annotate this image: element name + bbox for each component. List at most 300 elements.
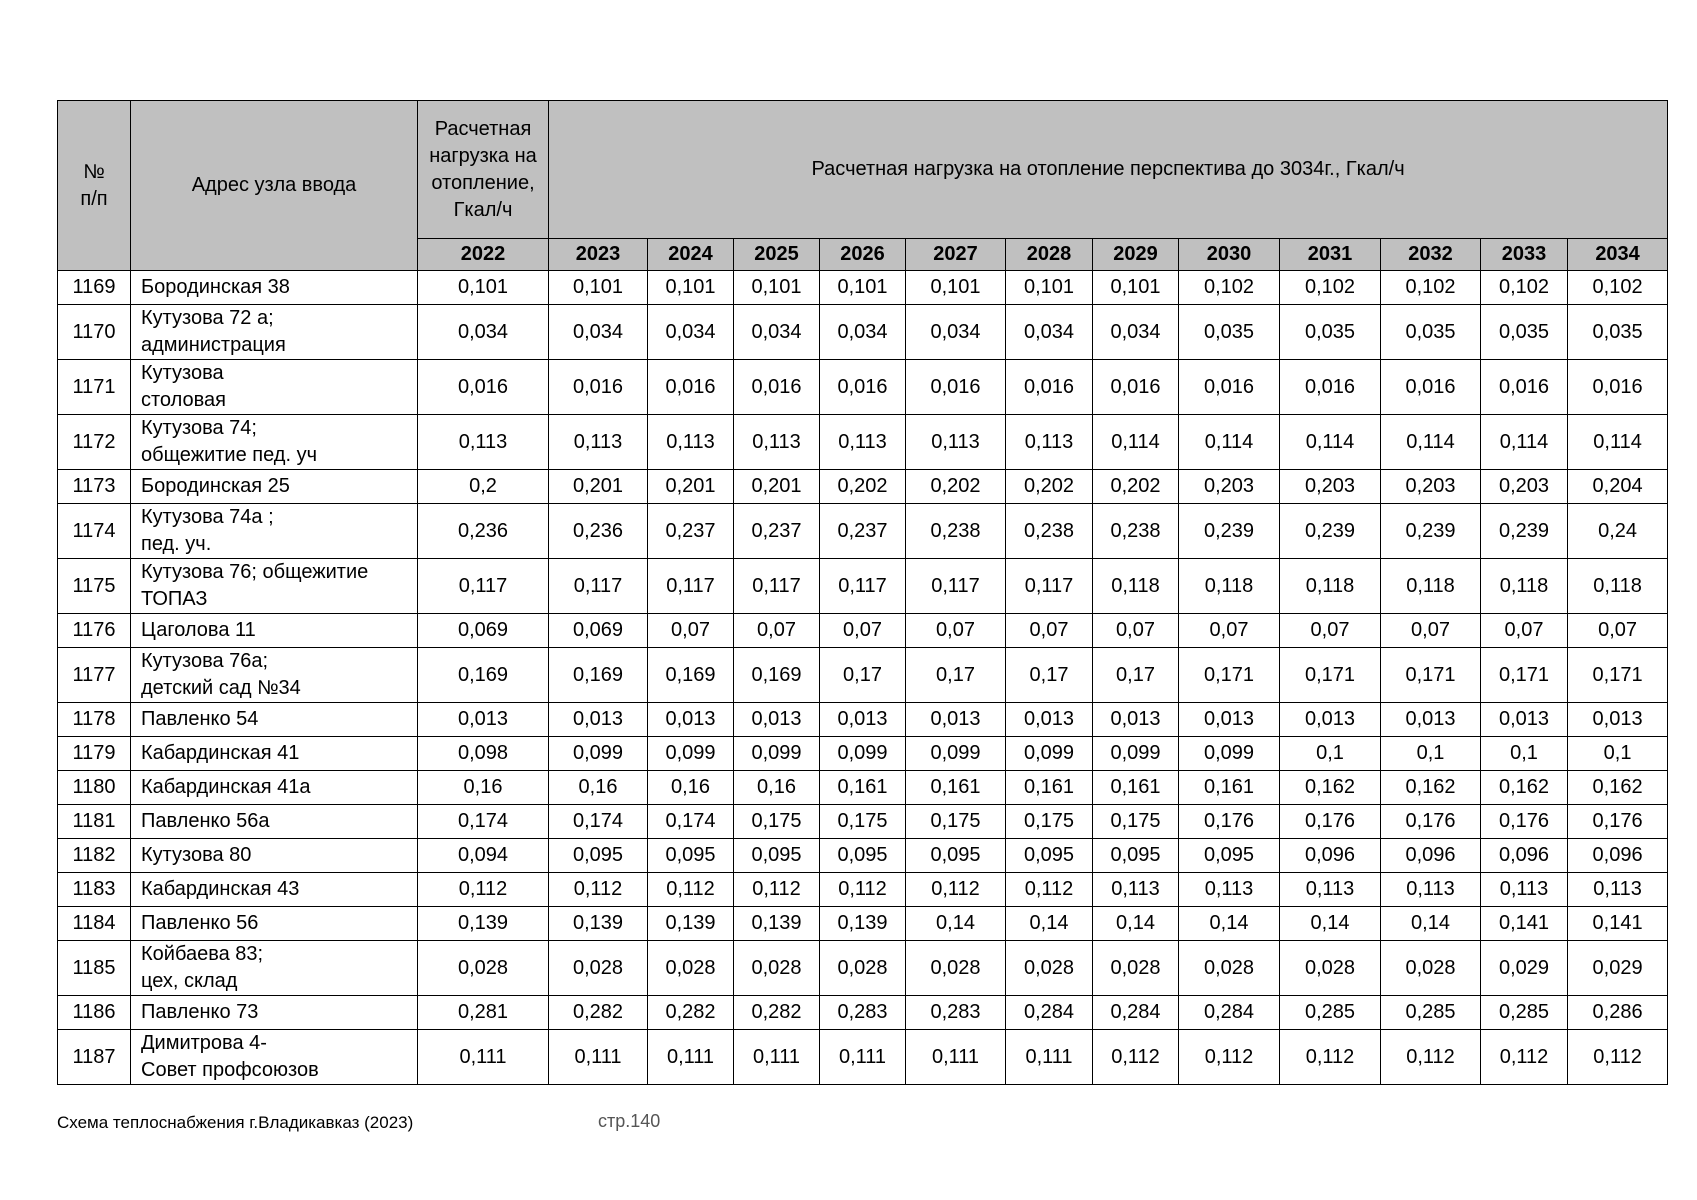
table-row <box>58 470 1668 504</box>
load-value-2033: 0,1 <box>1481 737 1568 771</box>
row-number: 1172 <box>58 415 131 470</box>
load-value-2026: 0,17 <box>820 648 906 703</box>
load-value-2032: 0,112 <box>1381 1030 1481 1085</box>
table-row <box>58 271 1668 305</box>
load-value-2031: 0,035 <box>1280 305 1381 360</box>
load-value-2022: 0,236 <box>418 504 549 559</box>
load-value-2028: 0,238 <box>1006 504 1093 559</box>
load-value-2023: 0,113 <box>549 415 648 470</box>
load-value-2028: 0,099 <box>1006 737 1093 771</box>
load-value-2029: 0,14 <box>1093 907 1179 941</box>
load-value-2030: 0,14 <box>1179 907 1280 941</box>
load-value-2030: 0,035 <box>1179 305 1280 360</box>
heat-load-table <box>57 100 1668 1085</box>
load-value-2029: 0,238 <box>1093 504 1179 559</box>
load-value-2022: 0,098 <box>418 737 549 771</box>
load-value-2033: 0,118 <box>1481 559 1568 614</box>
footer-page-number: стр.140 <box>598 1111 661 1131</box>
load-value-2032: 0,162 <box>1381 771 1481 805</box>
load-value-2027: 0,013 <box>906 703 1006 737</box>
load-value-2034: 0,113 <box>1568 873 1668 907</box>
load-value-2024: 0,111 <box>648 1030 734 1085</box>
load-value-2029: 0,114 <box>1093 415 1179 470</box>
load-value-2025: 0,101 <box>734 271 820 305</box>
load-value-2022: 0,112 <box>418 873 549 907</box>
row-address: Кабардинская 41 <box>131 737 418 771</box>
row-address: Кабардинская 41а <box>131 771 418 805</box>
load-value-2030: 0,176 <box>1179 805 1280 839</box>
load-value-2025: 0,169 <box>734 648 820 703</box>
row-number: 1183 <box>58 873 131 907</box>
load-value-2025: 0,034 <box>734 305 820 360</box>
load-value-2022: 0,16 <box>418 771 549 805</box>
load-value-2024: 0,095 <box>648 839 734 873</box>
load-value-2031: 0,162 <box>1280 771 1381 805</box>
row-number: 1184 <box>58 907 131 941</box>
load-value-2027: 0,016 <box>906 360 1006 415</box>
load-value-2022: 0,028 <box>418 941 549 996</box>
row-number: 1178 <box>58 703 131 737</box>
year-header-2029: 2029 <box>1093 239 1179 271</box>
row-number: 1182 <box>58 839 131 873</box>
load-value-2033: 0,096 <box>1481 839 1568 873</box>
load-value-2031: 0,176 <box>1280 805 1381 839</box>
table-row <box>58 996 1668 1030</box>
row-address: Койбаева 83; цех, склад <box>131 941 418 996</box>
load-value-2024: 0,07 <box>648 614 734 648</box>
row-address: Павленко 56 <box>131 907 418 941</box>
load-value-2025: 0,016 <box>734 360 820 415</box>
load-value-2027: 0,113 <box>906 415 1006 470</box>
row-address: Кутузова 74; общежитие пед. уч <box>131 415 418 470</box>
load-value-2030: 0,161 <box>1179 771 1280 805</box>
load-value-2033: 0,112 <box>1481 1030 1568 1085</box>
load-value-2034: 0,096 <box>1568 839 1668 873</box>
table-row <box>58 839 1668 873</box>
load-value-2022: 0,113 <box>418 415 549 470</box>
load-value-2026: 0,113 <box>820 415 906 470</box>
table-row <box>58 415 1668 470</box>
load-value-2024: 0,112 <box>648 873 734 907</box>
load-value-2032: 0,239 <box>1381 504 1481 559</box>
load-value-2034: 0,118 <box>1568 559 1668 614</box>
table-row <box>58 360 1668 415</box>
table-row <box>58 559 1668 614</box>
row-number: 1185 <box>58 941 131 996</box>
load-value-2032: 0,096 <box>1381 839 1481 873</box>
load-value-2024: 0,237 <box>648 504 734 559</box>
load-value-2034: 0,141 <box>1568 907 1668 941</box>
row-number: 1174 <box>58 504 131 559</box>
load-value-2028: 0,101 <box>1006 271 1093 305</box>
row-number: 1181 <box>58 805 131 839</box>
load-value-2032: 0,14 <box>1381 907 1481 941</box>
load-value-2026: 0,111 <box>820 1030 906 1085</box>
load-value-2032: 0,285 <box>1381 996 1481 1030</box>
load-value-2033: 0,162 <box>1481 771 1568 805</box>
load-value-2028: 0,07 <box>1006 614 1093 648</box>
load-value-2029: 0,112 <box>1093 1030 1179 1085</box>
load-value-2026: 0,034 <box>820 305 906 360</box>
load-value-2026: 0,07 <box>820 614 906 648</box>
load-value-2030: 0,118 <box>1179 559 1280 614</box>
load-value-2028: 0,112 <box>1006 873 1093 907</box>
year-header-2033: 2033 <box>1481 239 1568 271</box>
header-num-label: № п/п <box>80 160 108 210</box>
load-value-2029: 0,17 <box>1093 648 1179 703</box>
load-value-2027: 0,14 <box>906 907 1006 941</box>
year-header-2031: 2031 <box>1280 239 1381 271</box>
load-value-2029: 0,095 <box>1093 839 1179 873</box>
load-value-2032: 0,176 <box>1381 805 1481 839</box>
load-value-2034: 0,171 <box>1568 648 1668 703</box>
table-row <box>58 737 1668 771</box>
year-header-2022: 2022 <box>418 239 549 271</box>
load-value-2029: 0,101 <box>1093 271 1179 305</box>
load-value-2034: 0,1 <box>1568 737 1668 771</box>
load-value-2033: 0,013 <box>1481 703 1568 737</box>
load-value-2023: 0,174 <box>549 805 648 839</box>
load-value-2023: 0,095 <box>549 839 648 873</box>
load-value-2033: 0,239 <box>1481 504 1568 559</box>
row-address: Павленко 54 <box>131 703 418 737</box>
load-value-2025: 0,013 <box>734 703 820 737</box>
load-value-2032: 0,07 <box>1381 614 1481 648</box>
load-value-2026: 0,112 <box>820 873 906 907</box>
load-value-2024: 0,099 <box>648 737 734 771</box>
load-value-2027: 0,175 <box>906 805 1006 839</box>
load-value-2025: 0,113 <box>734 415 820 470</box>
load-value-2023: 0,034 <box>549 305 648 360</box>
header-perspective-label: Расчетная нагрузка на отопление перспектива до 3034г., Гкал/ч <box>811 158 1405 180</box>
year-header-2024: 2024 <box>648 239 734 271</box>
load-value-2028: 0,111 <box>1006 1030 1093 1085</box>
load-value-2025: 0,237 <box>734 504 820 559</box>
row-number: 1179 <box>58 737 131 771</box>
load-value-2032: 0,016 <box>1381 360 1481 415</box>
load-value-2029: 0,113 <box>1093 873 1179 907</box>
load-value-2029: 0,016 <box>1093 360 1179 415</box>
load-value-2023: 0,282 <box>549 996 648 1030</box>
load-value-2029: 0,07 <box>1093 614 1179 648</box>
load-value-2032: 0,113 <box>1381 873 1481 907</box>
load-value-2026: 0,237 <box>820 504 906 559</box>
load-value-2034: 0,013 <box>1568 703 1668 737</box>
load-value-2022: 0,111 <box>418 1030 549 1085</box>
load-value-2023: 0,111 <box>549 1030 648 1085</box>
load-value-2031: 0,1 <box>1280 737 1381 771</box>
load-value-2027: 0,283 <box>906 996 1006 1030</box>
load-value-2032: 0,171 <box>1381 648 1481 703</box>
load-value-2028: 0,202 <box>1006 470 1093 504</box>
load-value-2027: 0,095 <box>906 839 1006 873</box>
load-value-2027: 0,07 <box>906 614 1006 648</box>
load-value-2023: 0,016 <box>549 360 648 415</box>
load-value-2022: 0,016 <box>418 360 549 415</box>
header-perspective <box>549 101 1668 239</box>
load-value-2028: 0,117 <box>1006 559 1093 614</box>
load-value-2030: 0,114 <box>1179 415 1280 470</box>
load-value-2030: 0,203 <box>1179 470 1280 504</box>
load-value-2030: 0,112 <box>1179 1030 1280 1085</box>
load-value-2025: 0,117 <box>734 559 820 614</box>
load-value-2027: 0,101 <box>906 271 1006 305</box>
load-value-2024: 0,013 <box>648 703 734 737</box>
load-value-2023: 0,101 <box>549 271 648 305</box>
row-address: Цаголова 11 <box>131 614 418 648</box>
load-value-2033: 0,141 <box>1481 907 1568 941</box>
row-address: Павленко 73 <box>131 996 418 1030</box>
load-value-2030: 0,113 <box>1179 873 1280 907</box>
load-value-2025: 0,175 <box>734 805 820 839</box>
load-value-2024: 0,028 <box>648 941 734 996</box>
load-value-2025: 0,07 <box>734 614 820 648</box>
load-value-2028: 0,17 <box>1006 648 1093 703</box>
load-value-2031: 0,171 <box>1280 648 1381 703</box>
load-value-2024: 0,016 <box>648 360 734 415</box>
load-value-2029: 0,175 <box>1093 805 1179 839</box>
load-value-2028: 0,175 <box>1006 805 1093 839</box>
load-value-2031: 0,028 <box>1280 941 1381 996</box>
load-value-2034: 0,176 <box>1568 805 1668 839</box>
load-value-2022: 0,169 <box>418 648 549 703</box>
load-value-2029: 0,202 <box>1093 470 1179 504</box>
load-value-2034: 0,162 <box>1568 771 1668 805</box>
load-value-2024: 0,169 <box>648 648 734 703</box>
load-value-2022: 0,117 <box>418 559 549 614</box>
load-value-2028: 0,016 <box>1006 360 1093 415</box>
row-address: Павленко 56а <box>131 805 418 839</box>
load-value-2028: 0,095 <box>1006 839 1093 873</box>
row-address: Кабардинская 43 <box>131 873 418 907</box>
load-value-2030: 0,102 <box>1179 271 1280 305</box>
load-value-2025: 0,16 <box>734 771 820 805</box>
year-header-2034: 2034 <box>1568 239 1668 271</box>
load-value-2023: 0,16 <box>549 771 648 805</box>
load-value-2024: 0,034 <box>648 305 734 360</box>
row-address: Кутузова 72 а; администрация <box>131 305 418 360</box>
load-value-2022: 0,174 <box>418 805 549 839</box>
load-value-2024: 0,113 <box>648 415 734 470</box>
load-value-2025: 0,099 <box>734 737 820 771</box>
year-header-2026: 2026 <box>820 239 906 271</box>
load-value-2033: 0,176 <box>1481 805 1568 839</box>
load-value-2024: 0,16 <box>648 771 734 805</box>
year-header-2023: 2023 <box>549 239 648 271</box>
table-row <box>58 907 1668 941</box>
row-number: 1170 <box>58 305 131 360</box>
footer-doc-title: Схема теплоснабжения г.Владикавказ (2023) <box>57 1113 414 1132</box>
load-value-2024: 0,117 <box>648 559 734 614</box>
load-value-2026: 0,095 <box>820 839 906 873</box>
load-value-2033: 0,102 <box>1481 271 1568 305</box>
load-value-2023: 0,139 <box>549 907 648 941</box>
row-number: 1180 <box>58 771 131 805</box>
row-address: Кутузова 74а ; пед. уч. <box>131 504 418 559</box>
load-value-2031: 0,118 <box>1280 559 1381 614</box>
load-value-2028: 0,14 <box>1006 907 1093 941</box>
load-value-2034: 0,112 <box>1568 1030 1668 1085</box>
load-value-2024: 0,174 <box>648 805 734 839</box>
load-value-2033: 0,07 <box>1481 614 1568 648</box>
load-value-2026: 0,202 <box>820 470 906 504</box>
load-value-2030: 0,284 <box>1179 996 1280 1030</box>
load-value-2022: 0,101 <box>418 271 549 305</box>
load-value-2022: 0,013 <box>418 703 549 737</box>
load-value-2033: 0,285 <box>1481 996 1568 1030</box>
load-value-2031: 0,102 <box>1280 271 1381 305</box>
header-address-label: Адрес узла ввода <box>191 174 357 196</box>
load-value-2023: 0,169 <box>549 648 648 703</box>
load-value-2034: 0,029 <box>1568 941 1668 996</box>
load-value-2026: 0,016 <box>820 360 906 415</box>
load-value-2033: 0,203 <box>1481 470 1568 504</box>
row-address: Кутузова 80 <box>131 839 418 873</box>
load-value-2026: 0,013 <box>820 703 906 737</box>
load-value-2030: 0,095 <box>1179 839 1280 873</box>
load-value-2027: 0,034 <box>906 305 1006 360</box>
load-value-2030: 0,239 <box>1179 504 1280 559</box>
load-value-2027: 0,112 <box>906 873 1006 907</box>
header-address <box>131 101 418 271</box>
load-value-2030: 0,028 <box>1179 941 1280 996</box>
load-value-2024: 0,139 <box>648 907 734 941</box>
load-value-2031: 0,285 <box>1280 996 1381 1030</box>
load-value-2024: 0,101 <box>648 271 734 305</box>
load-value-2031: 0,239 <box>1280 504 1381 559</box>
table-row <box>58 648 1668 703</box>
load-value-2030: 0,013 <box>1179 703 1280 737</box>
load-value-2022: 0,2 <box>418 470 549 504</box>
load-value-2023: 0,013 <box>549 703 648 737</box>
load-value-2034: 0,102 <box>1568 271 1668 305</box>
load-value-2028: 0,284 <box>1006 996 1093 1030</box>
load-value-2023: 0,099 <box>549 737 648 771</box>
row-number: 1177 <box>58 648 131 703</box>
load-value-2030: 0,099 <box>1179 737 1280 771</box>
load-value-2024: 0,282 <box>648 996 734 1030</box>
load-value-2031: 0,016 <box>1280 360 1381 415</box>
header-num <box>58 101 131 271</box>
load-value-2028: 0,034 <box>1006 305 1093 360</box>
load-value-2029: 0,161 <box>1093 771 1179 805</box>
table-row <box>58 1030 1668 1085</box>
year-header-2032: 2032 <box>1381 239 1481 271</box>
load-value-2023: 0,069 <box>549 614 648 648</box>
load-value-2030: 0,016 <box>1179 360 1280 415</box>
load-value-2025: 0,095 <box>734 839 820 873</box>
table-row <box>58 614 1668 648</box>
load-value-2027: 0,238 <box>906 504 1006 559</box>
header-load <box>418 101 549 239</box>
load-value-2027: 0,161 <box>906 771 1006 805</box>
load-value-2022: 0,094 <box>418 839 549 873</box>
load-value-2029: 0,099 <box>1093 737 1179 771</box>
load-value-2034: 0,035 <box>1568 305 1668 360</box>
heat-load-table-container <box>57 100 1667 1085</box>
load-value-2027: 0,202 <box>906 470 1006 504</box>
load-value-2034: 0,016 <box>1568 360 1668 415</box>
load-value-2032: 0,013 <box>1381 703 1481 737</box>
load-value-2028: 0,113 <box>1006 415 1093 470</box>
load-value-2026: 0,139 <box>820 907 906 941</box>
load-value-2033: 0,113 <box>1481 873 1568 907</box>
load-value-2032: 0,118 <box>1381 559 1481 614</box>
load-value-2023: 0,028 <box>549 941 648 996</box>
load-value-2025: 0,028 <box>734 941 820 996</box>
load-value-2022: 0,139 <box>418 907 549 941</box>
load-value-2027: 0,028 <box>906 941 1006 996</box>
table-row <box>58 941 1668 996</box>
load-value-2029: 0,013 <box>1093 703 1179 737</box>
load-value-2027: 0,117 <box>906 559 1006 614</box>
table-row <box>58 305 1668 360</box>
load-value-2026: 0,283 <box>820 996 906 1030</box>
load-value-2034: 0,24 <box>1568 504 1668 559</box>
load-value-2026: 0,099 <box>820 737 906 771</box>
year-header-2025: 2025 <box>734 239 820 271</box>
row-address: Кутузова 76; общежитие ТОПАЗ <box>131 559 418 614</box>
row-address: Бородинская 38 <box>131 271 418 305</box>
load-value-2027: 0,17 <box>906 648 1006 703</box>
row-number: 1171 <box>58 360 131 415</box>
load-value-2028: 0,028 <box>1006 941 1093 996</box>
load-value-2023: 0,112 <box>549 873 648 907</box>
header-load-label: Расчетная нагрузка на отопление, Гкал/ч <box>429 117 537 221</box>
load-value-2023: 0,201 <box>549 470 648 504</box>
load-value-2033: 0,035 <box>1481 305 1568 360</box>
load-value-2031: 0,203 <box>1280 470 1381 504</box>
load-value-2025: 0,282 <box>734 996 820 1030</box>
load-value-2033: 0,016 <box>1481 360 1568 415</box>
load-value-2031: 0,096 <box>1280 839 1381 873</box>
load-value-2033: 0,029 <box>1481 941 1568 996</box>
load-value-2029: 0,284 <box>1093 996 1179 1030</box>
row-address: Димитрова 4- Совет профсоюзов <box>131 1030 418 1085</box>
load-value-2027: 0,111 <box>906 1030 1006 1085</box>
table-row <box>58 703 1668 737</box>
load-value-2031: 0,113 <box>1280 873 1381 907</box>
load-value-2028: 0,161 <box>1006 771 1093 805</box>
load-value-2026: 0,101 <box>820 271 906 305</box>
row-number: 1169 <box>58 271 131 305</box>
load-value-2025: 0,139 <box>734 907 820 941</box>
load-value-2031: 0,07 <box>1280 614 1381 648</box>
load-value-2030: 0,07 <box>1179 614 1280 648</box>
load-value-2025: 0,201 <box>734 470 820 504</box>
load-value-2032: 0,1 <box>1381 737 1481 771</box>
load-value-2031: 0,14 <box>1280 907 1381 941</box>
load-value-2032: 0,028 <box>1381 941 1481 996</box>
load-value-2027: 0,099 <box>906 737 1006 771</box>
load-value-2026: 0,161 <box>820 771 906 805</box>
load-value-2022: 0,281 <box>418 996 549 1030</box>
load-value-2033: 0,171 <box>1481 648 1568 703</box>
load-value-2022: 0,034 <box>418 305 549 360</box>
load-value-2032: 0,114 <box>1381 415 1481 470</box>
load-value-2028: 0,013 <box>1006 703 1093 737</box>
load-value-2023: 0,117 <box>549 559 648 614</box>
row-number: 1187 <box>58 1030 131 1085</box>
row-address: Бородинская 25 <box>131 470 418 504</box>
load-value-2032: 0,203 <box>1381 470 1481 504</box>
load-value-2034: 0,204 <box>1568 470 1668 504</box>
load-value-2022: 0,069 <box>418 614 549 648</box>
load-value-2025: 0,112 <box>734 873 820 907</box>
load-value-2032: 0,035 <box>1381 305 1481 360</box>
load-value-2025: 0,111 <box>734 1030 820 1085</box>
row-number: 1176 <box>58 614 131 648</box>
